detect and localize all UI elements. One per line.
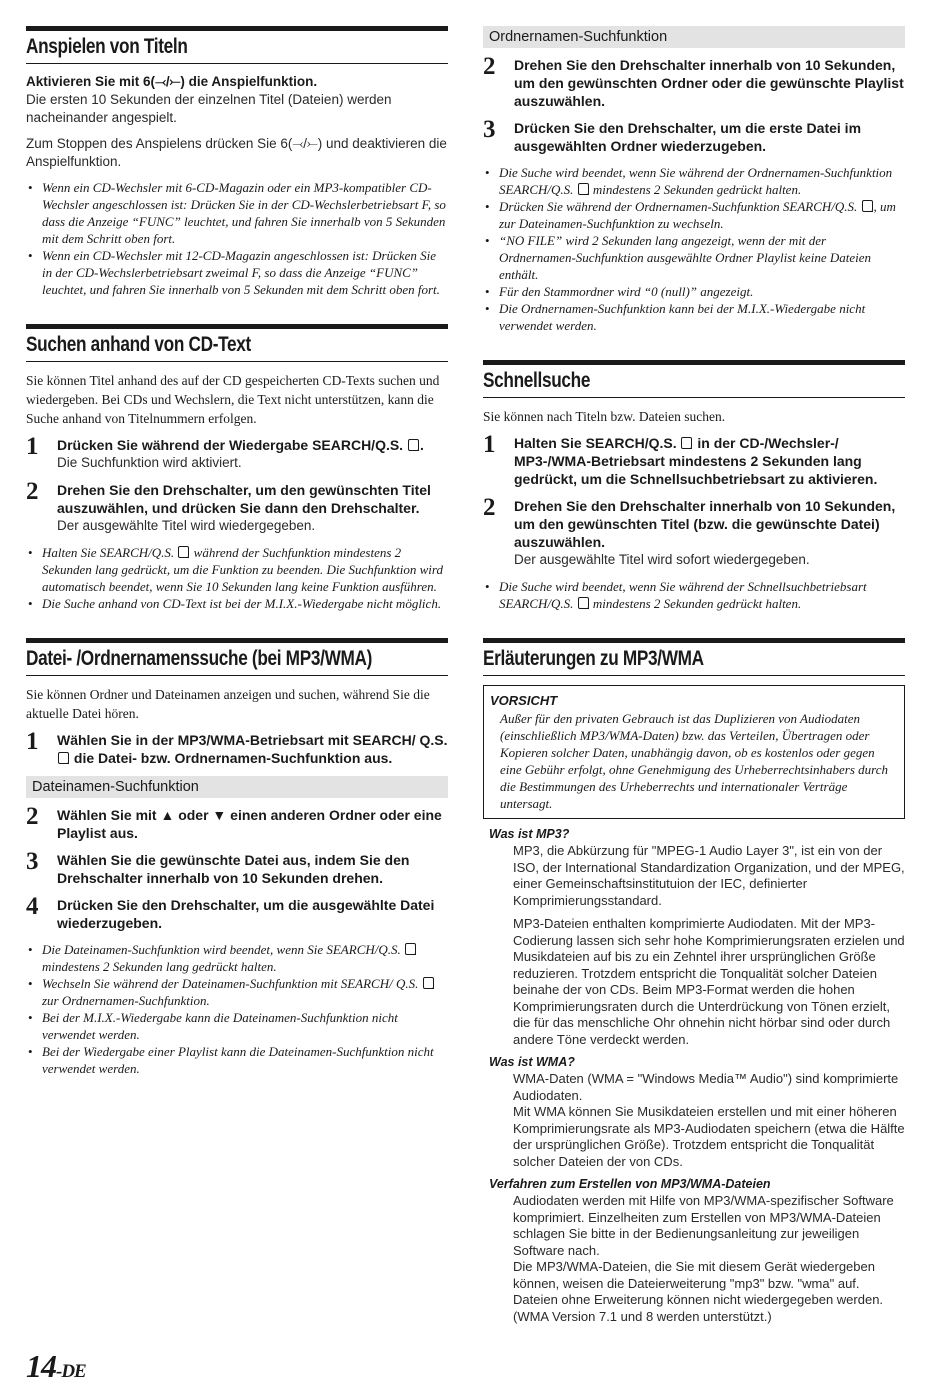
caution-title: VORSICHT [490,693,558,708]
subsection-bar: Dateinamen-Suchfunktion [26,776,448,798]
search-qs-icon [408,439,419,451]
step-text: Drücken Sie während der Wiedergabe SEARCH/Q.S. [57,437,404,453]
search-qs-icon [578,597,589,609]
answer-paragraph: MP3-Dateien enthalten komprimierte Audiodaten. Mit der MP3-Codierung lassen sich sehr hohe Komprimierungsraten erzielen und Musikdateien auf bis zu ein Zehntel ihrer ursprünglichen Größe reduzieren. Trotzdem entspricht die Tonqualität solcher Dateien beinahe der von CDs. Beim MP3-Format werden die hohen Komprimierungsraten durch die Unterdrückung von Tönen erzielt, die für das menschliche Ohr ohnehin nicht hörbar sind oder durch andere Töne verdeckt werden. [513,916,905,1047]
step [26,478,448,535]
section-datei [26,638,448,676]
note-item: • Die Ordnernamen-Suchfunktion kann bei der M.I.X.-Wiedergabe nicht verwendet werden. [483,300,905,334]
step-text: Wählen Sie die gewünschte Datei aus, indem Sie den Drehschalter innerhalb von 10 Sekunden drehen. [57,852,410,886]
answer-paragraph: Audiodaten werden mit Hilfe von MP3/WMA-spezifischer Software komprimiert. Einzelheiten zum Erstellen von MP3/WMA-Dateien schlagen Sie bitte in der Bedienungsanleitung zur jeweiligen Software nach. [513,1193,894,1258]
question-heading: Was ist MP3? [489,827,570,841]
step-text: Wählen Sie mit ▲ oder ▼ einen anderen Ordner oder eine Playlist aus. [57,807,442,841]
section-cdtext [26,324,448,362]
step-text: Wählen Sie in der MP3/WMA-Betriebsart mit SEARCH/ Q.S. [57,732,448,748]
step-text: Drehen Sie den Drehschalter, um den gewünschten Titel auszuwählen, und drücken Sie dann den Drehschalter. [57,482,431,516]
section-title: Anspielen von Titeln [26,35,188,58]
step [483,116,905,155]
search-qs-icon [862,200,873,212]
answer-paragraph: MP3, die Abkürzung für "MPEG-1 Audio Layer 3", ist ein von der ISO, der International Standardization Organization, und der MPEG, einer Gemeinschaftsinstitutuion der IEC, definierter Komprimierungsstandard. [513,843,905,908]
step [483,494,905,569]
paragraph: Zum Stoppen des Anspielens drücken Sie 6(⤙/⤚) und deaktivieren die Anspielfunktion. [26,136,447,169]
section-title: Erläuterungen zu MP3/WMA [483,647,704,670]
step: 1 Drücken Sie während der Wiedergabe SEARCH/Q.S. . Die Suchfunktion wird aktiviert. [26,436,448,472]
step-number: 1 [26,728,39,755]
section-title: Suchen anhand von CD-Text [26,333,251,356]
step-number: 3 [26,848,39,875]
step-text: Drücken Sie den Drehschalter, um die erste Datei im ausgewählten Ordner wiederzugeben. [514,120,862,154]
notes-list [26,544,448,612]
scan-symbol-icon: ⤙/⤚ [155,74,181,89]
note-item: • Drücken Sie während der Ordnernamen-Suchfunktion SEARCH/Q.S. , um zur Dateinamen-Suchfunktion zu wechseln. [483,198,905,232]
step [26,893,448,932]
step-text: Halten Sie SEARCH/Q.S. [514,435,677,451]
paragraph: Die ersten 10 Sekunden der einzelnen Titel (Dateien) werden nacheinander angespielt. [26,92,392,125]
step-text: Drücken Sie den Drehschalter, um die ausgewählte Datei wiederzugeben. [57,897,435,931]
note-item: • Wenn ein CD-Wechsler mit 12-CD-Magazin angeschlossen ist: Drücken Sie in der CD-Wechslerbetriebsart zweimal F, so dass die Anzeige “FUNC” leuchtet, und fahren Sie innerhalb von 5 Sekunden mit dem Schritt oben fort. [26,247,448,298]
scan-symbol-icon: ⤙/⤚ [292,136,318,151]
instruction-lead: Aktivieren Sie mit 6(⤙/⤚) die Anspielfunktion. [26,74,318,89]
note-item: • Die Suche wird beendet, wenn Sie während der Schnellsuchbetriebsart SEARCH/Q.S. mindestens 2 Sekunden gedrückt halten. [483,578,905,612]
question-heading: Verfahren zum Erstellen von MP3/WMA-Dateien [489,1177,771,1191]
note-item: • Bei der Wiedergabe einer Playlist kann die Dateinamen-Suchfunktion nicht verwendet werden. [26,1043,448,1077]
answer-paragraph: WMA-Daten (WMA = "Windows Media™ Audio") sind komprimierte Audiodaten. [513,1071,899,1103]
notes-list [483,164,905,334]
step-text: Drehen Sie den Drehschalter innerhalb von 10 Sekunden, um den gewünschten Ordner oder die gewünschte Playlist auszuwählen. [514,57,904,109]
step [483,53,905,110]
note-item: • Wenn ein CD-Wechsler mit 6-CD-Magazin oder ein MP3-kompatibler CD-Wechsler angeschlossen ist: Drücken Sie in der CD-Wechslerbetriebsart F, so dass die Anzeige “FUNC” leuchtet, und fahren Sie innerhalb von 5 Sekunden mit dem Schritt oben fort. [26,179,448,247]
paragraph: Sie können Titel anhand des auf der CD gespeicherten CD-Texts suchen und wiedergeben. Bei CDs und Wechslern, die Text nicht unterstützen, kann die Suche anhand von Titelnummern erfolgen. [26,373,440,426]
step-number: 1 [26,433,39,460]
note-item: • Bei der M.I.X.-Wiedergabe kann die Dateinamen-Suchfunktion nicht verwendet werden. [26,1009,448,1043]
caution-text: Außer für den privaten Gebrauch ist das Duplizieren von Audiodaten (einschließlich MP3/WMA-Daten) bzw. das Verteilen, Übertragen oder Kopieren solcher Daten, unabhängig davon, ob es kostenlos oder gegen eine Gebühr erfolgt, ohne Genehmigung des Urheberrechtsinhabers durch die Bestimmungen des Urheberrechts und internationaler Verträge untersagt. [500,711,889,811]
paragraph: Sie können Ordner und Dateinamen anzeigen und suchen, während Sie die aktuelle Datei hören. [26,687,430,721]
step-number: 4 [26,893,39,920]
search-qs-icon [405,943,416,955]
step-text: Drehen Sie den Drehschalter innerhalb von 10 Sekunden, um den gewünschten Titel (bzw. die gewünschte Datei) auszuwählen. [514,498,896,550]
step [26,848,448,887]
right-column [483,26,905,1332]
search-qs-icon [578,183,589,195]
left-column [26,26,448,1087]
section-schnellsuche [483,360,905,398]
step-number: 3 [483,116,496,143]
search-qs-icon [178,546,189,558]
caution-box [483,685,905,819]
step-number: 2 [26,478,39,505]
question-heading: Was ist WMA? [489,1055,575,1069]
note-item: • Halten Sie SEARCH/Q.S. während der Suchfunktion mindestens 2 Sekunden lang gedrückt, um die Funktion zu beenden. Die Suchfunktion wird automatisch beendet, wenn Sie 10 Sekunden lang keine Funktion ausführen. [26,544,448,595]
notes-list [483,578,905,612]
subsection-bar: Ordnernamen-Suchfunktion [483,26,905,48]
note-item: • “NO FILE” wird 2 Sekunden lang angezeigt, wenn der mit der Ordnernamen-Suchfunktion ausgewählte Ordner Playlist keine Dateien enthält. [483,232,905,283]
answer-paragraph: Die MP3/WMA-Dateien, die Sie mit diesem Gerät wiedergeben können, weisen die Dateierweiterung "mp3" bzw. "wma" auf. Dateien ohne Erweiterung können nicht wiedergegeben werden. (WMA Version 7.1 und 8 werden unterstützt.) [513,1259,884,1324]
section-title: Datei- /Ordnernamenssuche (bei MP3/WMA) [26,647,373,670]
section-title: Schnellsuche [483,369,591,392]
note-item: • Die Suche wird beendet, wenn Sie während der Ordnernamen-Suchfunktion SEARCH/Q.S. mindestens 2 Sekunden gedrückt halten. [483,164,905,198]
step: 1 Halten Sie SEARCH/Q.S. in der CD-/Wechsler-/ MP3-/WMA-Betriebsart mindestens 2 Sekunden lang gedrückt, um die Schnellsuchbetriebsart zu aktivieren. [483,431,878,487]
notes-list [26,941,448,1077]
step [26,803,448,842]
step-number: 2 [483,53,496,80]
note-item: • Für den Stammordner wird “0 (null)” angezeigt. [483,283,905,300]
answer-paragraph: Mit WMA können Sie Musikdateien erstellen und mit einer höheren Komprimierungsrate als MP3-Audiodaten speichern (etwa die Hälfte der ursprünglichen Größe). Trotzdem entspricht die Tonqualität solcher Dateien der von CDs. [513,1104,905,1169]
step-result: Der ausgewählte Titel wird wiedergegeben. [57,518,316,533]
step-number: 2 [26,803,39,830]
search-qs-icon [423,977,434,989]
note-item: • Die Suche anhand von CD-Text ist bei der M.I.X.-Wiedergabe nicht möglich. [26,595,448,612]
notes-list [26,179,448,298]
paragraph: Sie können nach Titeln bzw. Dateien suchen. [483,409,726,424]
step-number: 1 [483,431,496,458]
page-number: 14-DE [26,1348,86,1384]
section-anspielen [26,26,448,64]
search-qs-icon [58,752,69,764]
step-number: 2 [483,494,496,521]
section-mp3-wma [483,638,905,676]
note-item: • Die Dateinamen-Suchfunktion wird beendet, wenn Sie SEARCH/Q.S. mindestens 2 Sekunden lang gedrückt halten. [26,941,448,975]
step-result: Der ausgewählte Titel wird sofort wiedergegeben. [514,552,810,567]
step: 1 Wählen Sie in der MP3/WMA-Betriebsart mit SEARCH/ Q.S. die Datei- bzw. Ordnernamen-Suchfunktion aus. [26,728,448,766]
search-qs-icon [681,437,692,449]
note-item: • Wechseln Sie während der Dateinamen-Suchfunktion mit SEARCH/ Q.S. zur Ordnernamen-Suchfunktion. [26,975,448,1009]
step-result: Die Suchfunktion wird aktiviert. [57,455,242,470]
